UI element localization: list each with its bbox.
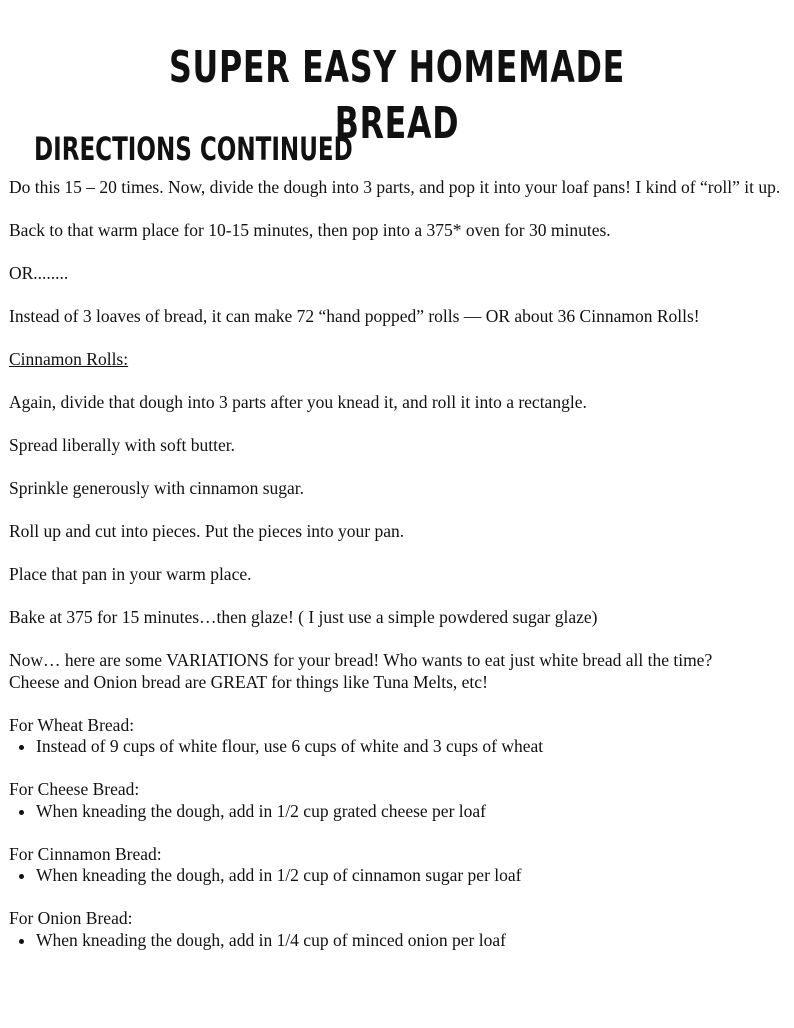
paragraph-divide-dough: Do this 15 – 20 times. Now, divide the dough into 3 parts, and pop it into your loaf pans! I kind of “roll” it up. <box>9 177 781 197</box>
paragraph-bake-glaze: Bake at 375 for 15 minutes…then glaze! ( I just use a simple powdered sugar glaze) <box>9 607 598 627</box>
onion-bread-heading: For Onion Bread: <box>9 908 133 928</box>
paragraph-cut-pieces: Roll up and cut into pieces. Put the pieces into your pan. <box>9 521 405 541</box>
paragraph-pan-warm: Place that pan in your warm place. <box>9 564 252 584</box>
paragraph-roll-rectangle: Again, divide that dough into 3 parts after you knead it, and roll it into a rectangle. <box>9 392 587 412</box>
paragraph-or: OR........ <box>9 263 69 283</box>
onion-bread-list <box>9 930 787 952</box>
cinnamon-bread-list <box>9 865 787 887</box>
cheese-bread-heading: For Cheese Bread: <box>9 779 140 799</box>
list-item: • When kneading the dough, add in 1/4 cup of minced onion per loaf <box>36 930 787 952</box>
cheese-bread-list <box>9 801 787 823</box>
page-title: SUPER EASY HOMEMADE BREAD <box>168 42 626 149</box>
cinnamon-rolls-heading: Cinnamon Rolls: <box>9 349 129 369</box>
list-item: • When kneading the dough, add in 1/2 cup grated cheese per loaf <box>36 801 787 823</box>
directions-body <box>9 177 787 973</box>
paragraph-butter: Spread liberally with soft butter. <box>9 435 235 455</box>
paragraph-rolls-option: Instead of 3 loaves of bread, it can make 72 “hand popped” rolls — OR about 36 Cinnamon Rolls! <box>9 306 700 326</box>
list-item: • When kneading the dough, add in 1/2 cup of cinnamon sugar per loaf <box>36 865 787 887</box>
section-heading: DIRECTIONS CONTINUED <box>34 130 353 168</box>
paragraph-variations-intro: Now… here are some VARIATIONS for your bread! Who wants to eat just white bread all the time? <box>9 650 713 670</box>
paragraph-cinnamon-sugar: Sprinkle generously with cinnamon sugar. <box>9 478 305 498</box>
cinnamon-bread-heading: For Cinnamon Bread: <box>9 843 162 864</box>
paragraph-warm-place: Back to that warm place for 10-15 minutes, then pop into a 375* oven for 30 minutes. <box>9 220 611 240</box>
wheat-bread-heading: For Wheat Bread: <box>9 714 135 735</box>
wheat-bread-list <box>9 736 787 758</box>
paragraph-cheese-onion: Cheese and Onion bread are GREAT for things like Tuna Melts, etc! <box>9 671 488 692</box>
list-item: • Instead of 9 cups of white flour, use 6 cups of white and 3 cups of wheat <box>36 736 787 758</box>
